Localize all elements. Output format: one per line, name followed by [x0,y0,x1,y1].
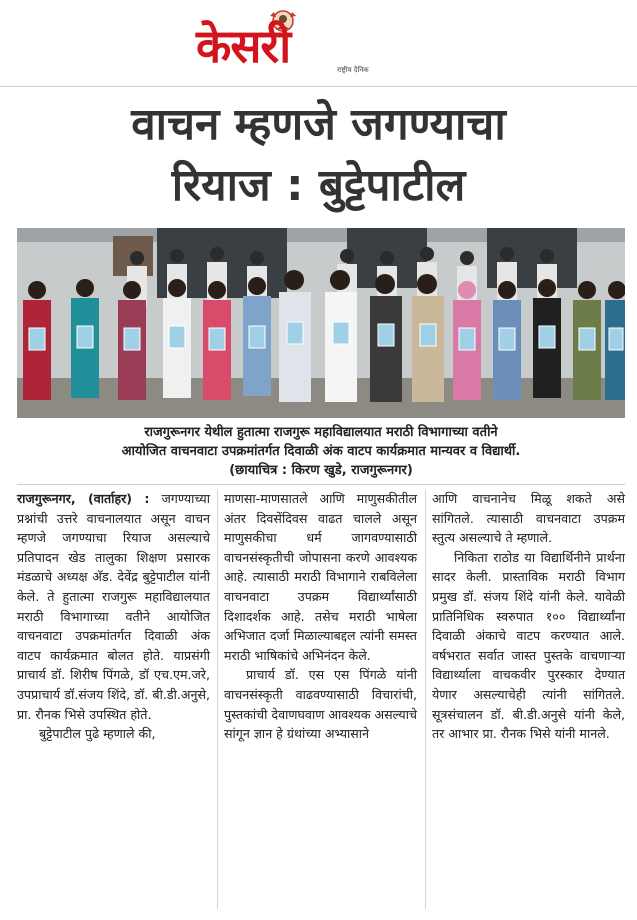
column-divider [217,489,218,909]
article-text: जगण्याच्या प्रश्नांची उत्तरे वाचनालयात असून वाचन म्हणजे जगण्याचा रियाज असल्याचे प्रतिपादन खेड तालुका शिक्षण प्रसारक मंडळाचे अध्यक्ष अ‍ॅड. देवेंद्र बुट्टेपाटील यांनी केले. ते हुतात्मा राजगुरू महाविद्यालयात मराठी विभागाच्या वतीने आयोजित वाचनवाटा उपक्रमांतर्गत दिवाळी अंक वाटप कार्यक्रमात बोलत होते. याप्रसंगी प्राचार्य डॉ. शिरीष पिंगळे, डॉ एच.एम.जरे, उपप्राचार्य डॉ.संजय शिंदे, डॉ. बी.डी.अनुसे, प्रा. रौनक भिसे उपस्थित होते. [17,491,210,722]
dateline: राजगुरूनगर, (वार्ताहर) : [17,491,150,506]
group-photo-illustration [17,228,625,418]
article-column-3 [432,489,625,744]
article-column-2 [224,489,417,744]
article-paragraph: निकिता राठोड या विद्यार्थिनीने प्रार्थना सादर केली. प्रास्ताविक मराठी विभाग प्रमुख डॉ. संजय शिंदे यांनी केले. यावेळी प्रातिनिधिक स्वरुपात १०० विद्यार्थ्यांना दिवाळी अंकाचे वाटप करण्यात आले. वर्षभरात सर्वात जास्त पुस्तके वाचणाऱ्या विद्यार्थ्याला वाचकवीर पुरस्कार देण्यात येणार असल्याचेही त्यांनी सांगितले. सूत्रसंचालन डॉ. बी.डी.अनुसे यांनी केले, तर आभार प्रा. रौनक भिसे यांनी मानले. [432,549,625,742]
article-paragraph: प्राचार्य डॉ. एस एस पिंगळे यांनी वाचनसंस्कृती वाढवण्यासाठी विचारांची, पुस्तकांची देवाणघवाण आवश्यक असल्याचे सांगून ज्ञान हे ग्रंथांच्या अभ्यासाने [224,667,417,742]
article-paragraph [17,489,210,724]
masthead-tagline: राष्ट्रीय दैनिक [337,66,369,74]
news-photo [17,228,625,418]
article-paragraph: माणसा-माणसातले आणि माणुसकीतील अंतर दिवसेंदिवस वाढत चालले असून माणुसकीचा धर्म जागवण्यासाठी वाचनसंस्कृतीची जोपासना करणे आवश्यक आहे. त्यासाठी मराठी विभागाने राबविलेला वाचनवाटा उपक्रम विद्यार्थ्यांसाठी दिशादर्शक आहे. तसेच मराठी भाषेला अभिजात दर्जा मिळाल्याबद्दल त्यांनी समस्त मराठी भाषिकांचे अभिनंदन केले. [224,491,417,663]
photo-caption-line-2: आयोजित वाचनवाटा उपक्रमांतर्गत दिवाळी अंक वाटप कार्यक्रमात मान्यवर व विद्यार्थी. [121,444,521,459]
article-paragraph: आणि वाचनानेच मिळू शकते असे सांगितले. त्यासाठी वाचनवाटा उपक्रम स्तुत्य असल्याचे ते म्हणाले. [432,491,625,546]
article-paragraph: बुट्टेपाटील पुढे म्हणाले की, [39,726,156,742]
column-divider [425,489,426,909]
headline-line-2: रियाज : बुट्टेपाटील [171,160,466,211]
headline-line-1: वाचन म्हणजे जगण्याचा [131,99,506,150]
photo-caption-line-1: राजगुरूनगर येथील हुतात्मा राजगुरू महाविद्यालयात मराठी विभागाच्या वतीने [144,425,498,440]
masthead-divider [0,86,637,87]
masthead [0,0,637,86]
photo-credit: (छायाचित्र : किरण खुडे, राजगुरूनगर) [229,463,413,478]
caption-divider [17,484,625,485]
article-column-1 [17,489,210,744]
newspaper-logo: केसरी [196,19,291,73]
